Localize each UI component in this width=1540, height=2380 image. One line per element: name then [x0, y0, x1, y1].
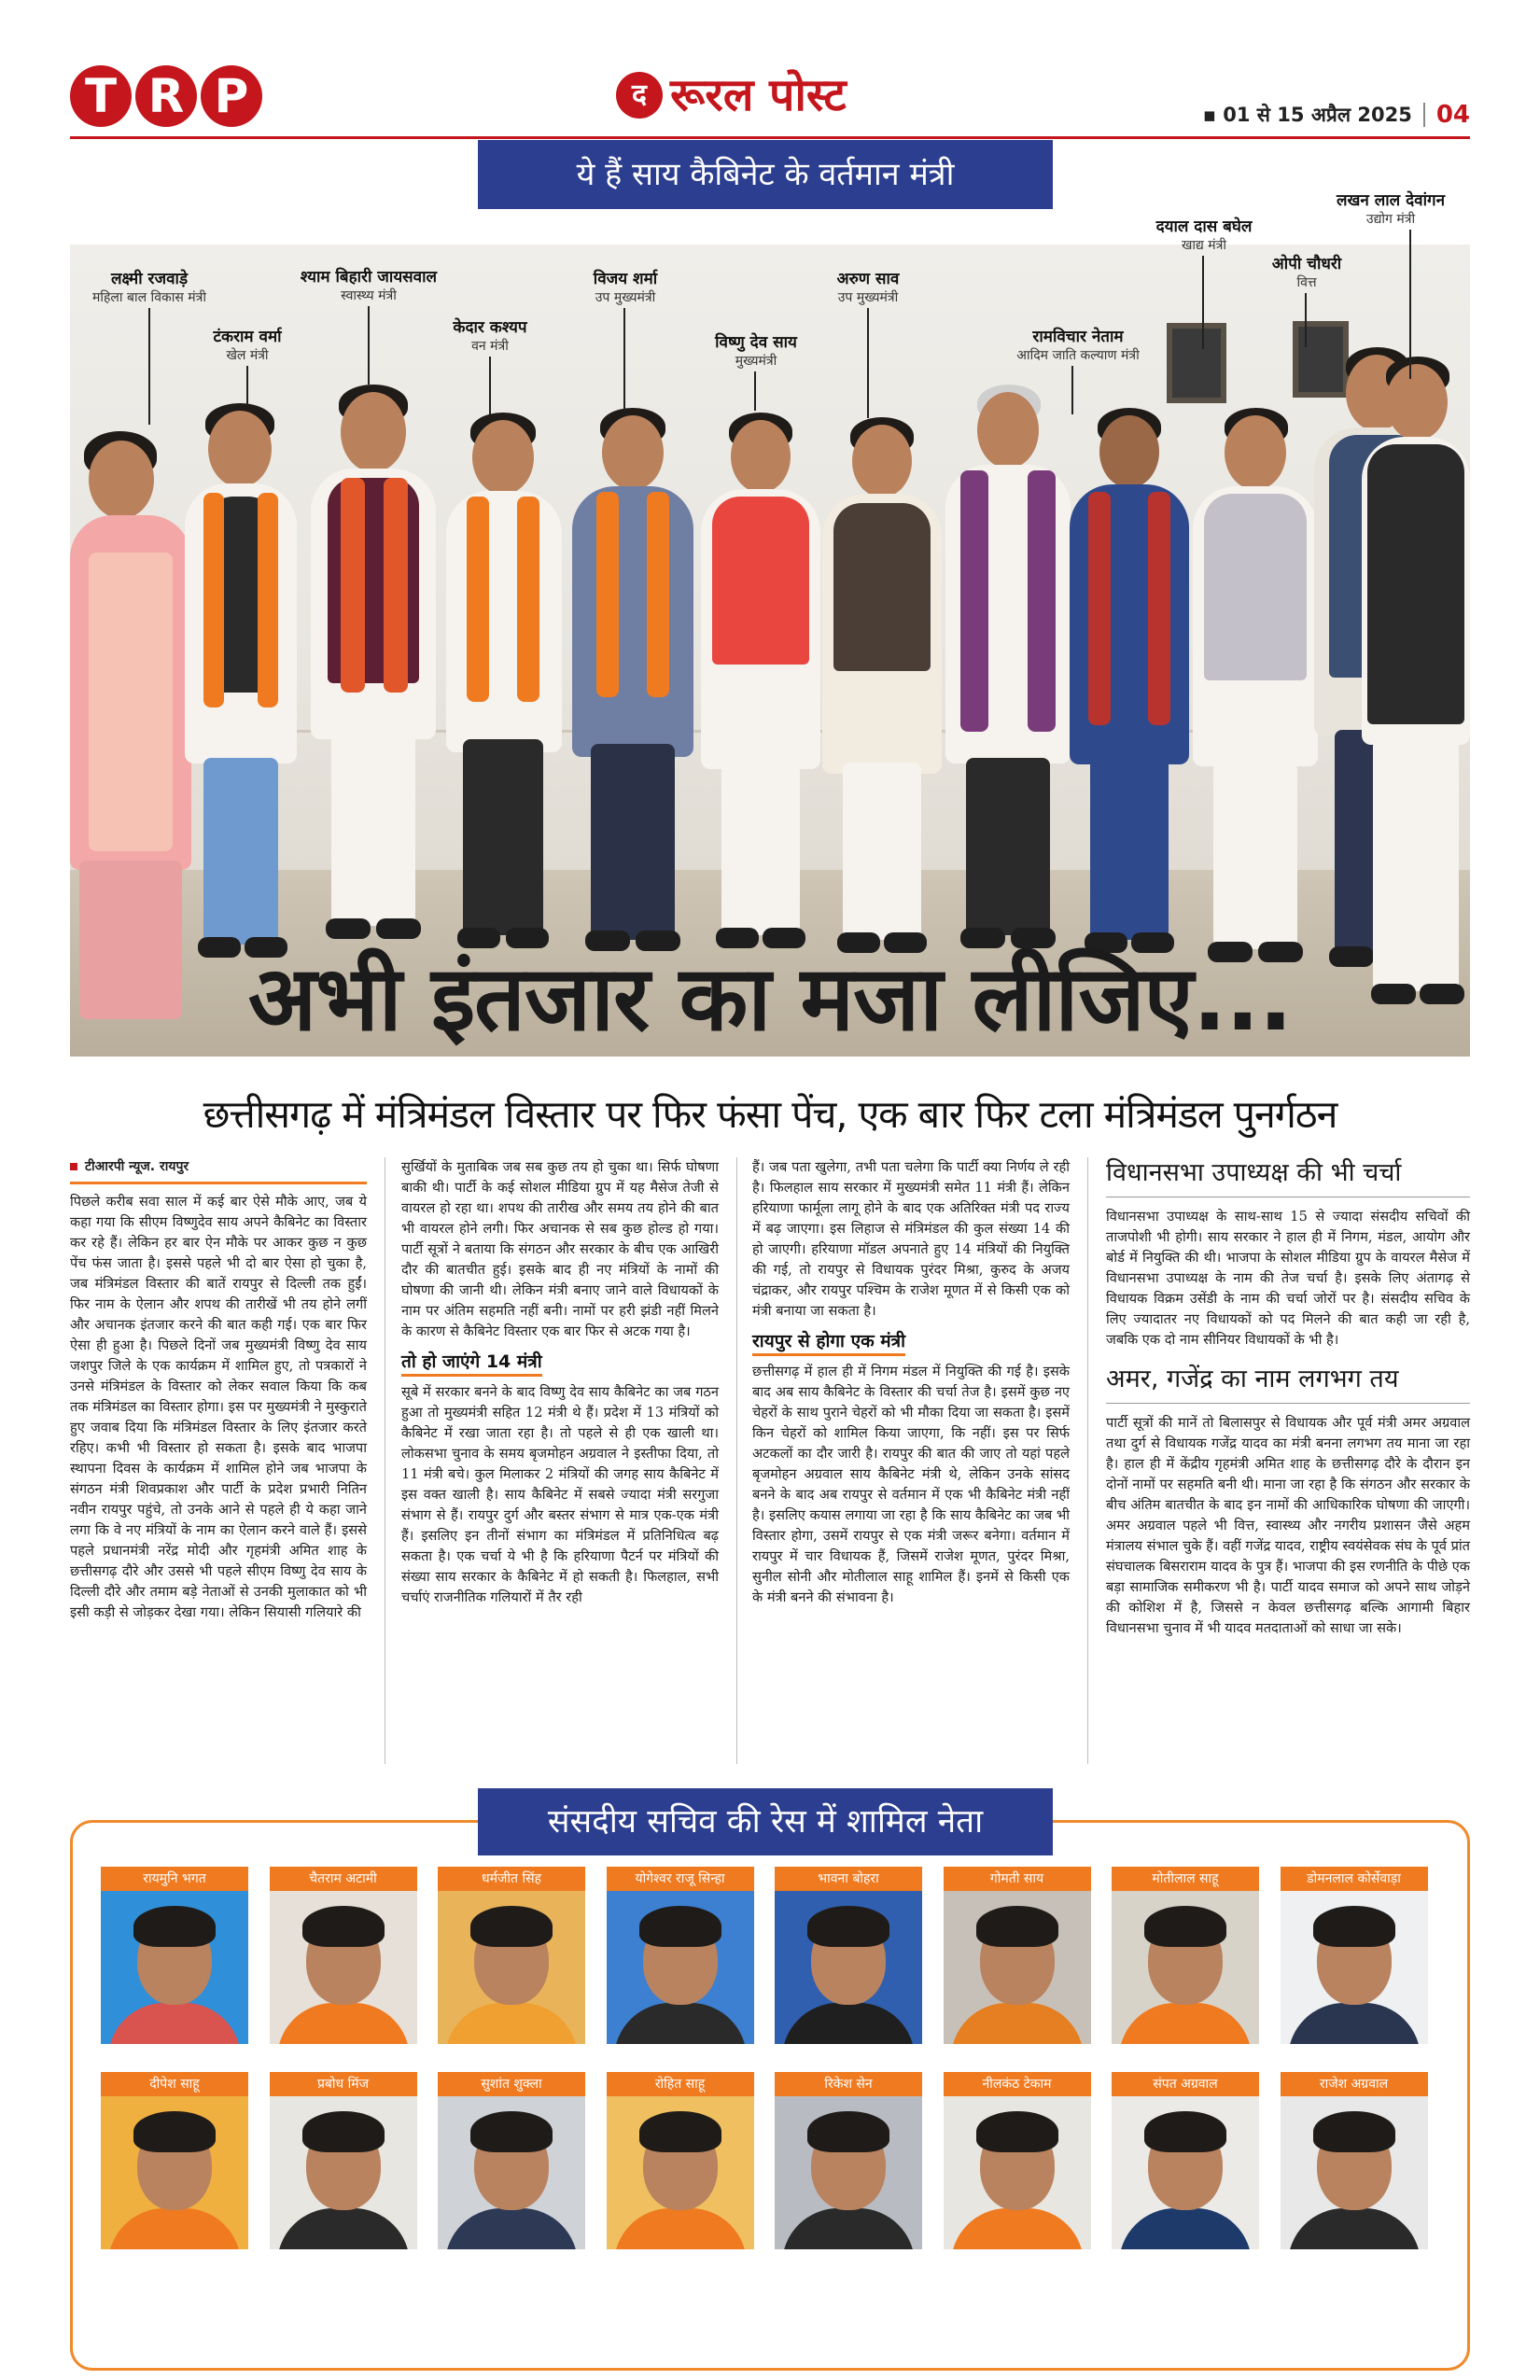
secretary-card: [607, 2072, 754, 2249]
portrait-hair: [976, 2111, 1058, 2152]
minister-tag: दयाल दास बघेल खाद्य मंत्री: [1155, 217, 1253, 253]
secretary-name: राजेश अग्रवाल: [1281, 2072, 1428, 2096]
person-figure: [1064, 408, 1195, 977]
portrait-shoulders: [277, 2208, 410, 2249]
tag-pointer: [867, 308, 869, 418]
logo-letter-t: T: [70, 65, 132, 127]
portrait-hair: [133, 2111, 216, 2152]
secretary-card: [438, 1867, 585, 2044]
portrait-hair: [976, 1906, 1058, 1947]
portrait-hair: [1144, 2111, 1226, 2152]
secretary-photo: [944, 1891, 1091, 2044]
secretary-photo: [1281, 2096, 1428, 2249]
portrait-hair: [470, 1906, 553, 1947]
article-paragraph: सुर्खियों के मुताबिक जब सब कुछ तय हो चुका था। सिर्फ घोषणा बाकी थी। पार्टी के कई सोशल मीडिया ग्रुप में यह मैसेज तेजी से वायरल हो रहा था। शपथ की तारीख और समय तय होने की बात भी वायरल होने लगी। फिर अचानक से सब कुछ होल्ड हो गया। पार्टी सूत्रों ने बताया कि संगठन और सरकार के बीच एक आखिरी दौर की बातचीत हुई। इसके बाद ही नए मंत्रियों के नामों की घोषणा की जानी थी। लेकिन मंत्री बनाए जाने वाले विधायकों के नाम पर अंतिम सहमति नहीं बनी। नामों पर हरी झंडी नहीं मिलने के कारण से कैबिनेट विस्तार एक बार फिर से अटक गया है।: [401, 1159, 719, 1339]
masthead: [70, 58, 1470, 142]
secretary-card: [775, 1867, 922, 2044]
secretary-photo: [270, 2096, 417, 2249]
article-column-3: [752, 1157, 1070, 1608]
secretary-card: [101, 1867, 248, 2044]
tag-pointer: [489, 357, 491, 414]
secretary-name: धर्मजीत सिंह: [438, 1867, 585, 1891]
secretary-card: [944, 2072, 1091, 2249]
portrait-hair: [1313, 1906, 1395, 1947]
person-figure: [439, 413, 569, 973]
article-paragraph: सूबे में सरकार बनने के बाद विष्णु देव साय कैबिनेट का जब गठन हुआ तो मुख्यमंत्री सहित 12 मंत्री थे हैं। प्रदेश में 13 मंत्रियों को कैबिनेट में रखा जाता रहा है। तो पहले से ही एक खाली था। लोकसभा चुनाव के समय बृजमोहन अग्रवाल ने इस्तीफा दिया, तो 11 मंत्री बचे। कुल मिलाकर 2 मंत्रियों की जगह साय कैबिनेट में इस वक्त खाली है। साय कैबिनेट में सबसे ज्यादा मंत्री सरगुजा संभाग से हैं। रायपुर दुर्ग और बस्तर संभाग से मात्र एक-एक मंत्री हैं। इसलिए इन तीनों संभाग का मंत्रिमंडल में प्रतिनिधित्व बढ़ सकता है। एक चर्चा ये भी है कि हरियाणा पैटर्न पर मंत्रियों की संख्या साय सरकार के कैबिनेट में हो सकती है। फिलहाल, सभी चर्चाएं राजनीतिक गलियारों में तैर रही: [401, 1384, 719, 1605]
person-figure: [817, 417, 947, 977]
sidebar-heading: अमर, गजेंद्र का नाम लगभग तय: [1106, 1362, 1470, 1404]
person-figure: [938, 385, 1078, 973]
person-figure: [1185, 408, 1325, 987]
person-figure: [177, 403, 308, 982]
section-heading: रायपुर से होगा एक मंत्री: [752, 1329, 905, 1356]
secretary-name: चैतराम अटामी: [270, 1867, 417, 1891]
portrait-hair: [807, 2111, 889, 2152]
secretary-photo: [438, 2096, 585, 2249]
tag-pointer: [1202, 256, 1204, 349]
secretary-name: रायमुनि भगत: [101, 1867, 248, 1891]
secretary-card: [270, 1867, 417, 2044]
portrait-shoulders: [277, 2003, 410, 2044]
brand: [616, 67, 847, 123]
minister-tag: लक्ष्मी रजवाड़े महिला बाल विकास मंत्री: [92, 270, 206, 305]
article-paragraph: पिछले करीब सवा साल में कई बार ऐसे मौके आए, जब ये कहा गया कि सीएम विष्णुदेव साय अपने कैबिनेट का विस्तार कर रहे हैं। लेकिन हर बार ऐन मौके पर आकर कुछ न कुछ पेंच फंस जाता है। इससे पहले भी दो बार ऐसा हो चुका है, जब मंत्रिमंडल विस्तार की बातें रायपुर से दिल्ली तक हुईं। फिर नाम के ऐलान और शपथ की तारीखें भी तय होने लगीं और अचानक इंतजार करने की बात कही गई। एक बार फिर ऐसा ही हुआ है। पिछले दिनों जब मुख्यमंत्री विष्णु देव साय जशपुर जिले के एक कार्यक्रम में शामिल हुए, तो पत्रकारों ने उनसे मंत्रिमंडल के विस्तार को लेकर सवाल किया कि कब तक मंत्रिमंडल का विस्तार होगा। इस पर मुख्यमंत्री ने मुस्कुराते हुए जवाब दिया कि मंत्रिमंडल विस्तार के लिए इंतजार करते रहिए। कभी भी विस्तार हो सकता है। इसके बाद भाजपा स्थापना दिवस के कार्यक्रम में शामिल होने जब भाजपा के संगठन मंत्री शिवप्रकाश और पार्टी के प्रदेश प्रभारी नितिन नवीन रायपुर पहुंचे, तो उनके आने से पहले ही ये कहा जाने लगा कि वे नए मंत्रियों के नाम का ऐलान करने वाले हैं। इससे पहले प्रधानमंत्री नरेंद्र मोदी और गृहमंत्री अमित शाह के छत्तीसगढ़ दौरे और उससे भी पहले सीएम विष्णु देव साय के दिल्ली दौरे और तमाम बड़े नेताओं से उनकी मुलाकात को भी इसी कड़ी से जोड़कर देखा गया। लेकिन सियासी गलियारे की: [70, 1194, 367, 1620]
page-number: 04: [1435, 101, 1470, 129]
minister-tag: लखन लाल देवांगन उद्योग मंत्री: [1336, 191, 1446, 227]
portrait-shoulders: [614, 2003, 747, 2044]
secretaries-banner: संसदीय सचिव की रेस में शामिल नेता: [478, 1788, 1053, 1855]
secretary-card: [775, 2072, 922, 2249]
brand-name: रूरल पोस्ट: [670, 69, 847, 121]
person-figure: [695, 413, 826, 973]
secretary-card: [1112, 1867, 1259, 2044]
article-column-2: [401, 1157, 719, 1608]
portrait-shoulders: [445, 2003, 578, 2044]
secretary-photo: [1112, 1891, 1259, 2044]
portrait-shoulders: [1119, 2208, 1252, 2249]
column-divider: [1087, 1157, 1088, 1764]
tag-pointer: [754, 371, 756, 411]
secretary-photo: [607, 2096, 754, 2249]
portrait-hair: [133, 1906, 216, 1947]
secretary-card: [944, 1867, 1091, 2044]
trp-logo[interactable]: [70, 65, 262, 127]
masthead-rule: [70, 136, 1470, 139]
portrait-hair: [302, 1906, 385, 1947]
minister-tag: अरुण साव उप मुख्यमंत्री: [836, 270, 900, 305]
secretary-photo: [944, 2096, 1091, 2249]
portrait-hair: [470, 2111, 553, 2152]
portrait-hair: [302, 2111, 385, 2152]
secretary-name: संपत अग्रवाल: [1112, 2072, 1259, 2096]
column-divider: [736, 1157, 737, 1764]
edition-info: [1203, 103, 1470, 127]
person-figure: [1358, 357, 1470, 1029]
wall-portrait-frame: [1167, 323, 1226, 403]
portrait-shoulders: [782, 2208, 915, 2249]
person-figure: [563, 408, 703, 977]
person-figure: [303, 385, 443, 982]
byline: [70, 1157, 367, 1184]
secretary-name: योगेश्वर राजू सिन्हा: [607, 1867, 754, 1891]
portrait-shoulders: [445, 2208, 578, 2249]
secretary-photo: [607, 1891, 754, 2044]
portrait-shoulders: [108, 2003, 241, 2044]
portrait-hair: [639, 2111, 721, 2152]
secretary-photo: [775, 1891, 922, 2044]
sidebar-paragraph: विधानसभा उपाध्यक्ष के साथ-साथ 15 से ज्यादा संसदीय सचिवों की ताजपोशी भी होगी। साय सरकार ने हाल ही में निगम, मंडल, आयोग और बोर्ड में नियुक्ति की थी। भाजपा के सोशल मीडिया ग्रुप के वायरल मैसेज में विधानसभा उपाध्यक्ष के नाम की तेज चर्चा है। इसके लिए अंतागढ़ से विधायक विक्रम उसेंडी के नाम की चर्चा जोरों पर है। संसदीय सचिव के लिए ज्यादातर नए विधायकों को पद मिलने की बात कही जा रही है, जबकि एक दो नाम सीनियर विधायकों के भी है।: [1106, 1209, 1470, 1348]
logo-letter-p: P: [201, 65, 262, 127]
minister-tag: विजय शर्मा उप मुख्यमंत्री: [593, 270, 658, 305]
secretary-card: [270, 2072, 417, 2249]
article-paragraph: छत्तीसगढ़ में हाल ही में निगम मंडल में नियुक्ति की गई है। इसके बाद अब साय कैबिनेट के विस्तार की चर्चा तेज है। इसमें कुछ नए चेहरों के साथ पुराने चेहरों को भी मौका दिया जा सकता है। इसमें किन चेहरों को शामिल किया जाएगा, कि नहीं। इस पर सिर्फ अटकलों का दौर जारी है। रायपुर की बात की जाए तो यहां पहले बृजमोहन अग्रवाल साय कैबिनेट मंत्री थे, लेकिन उनके सांसद बनने के बाद अब रायपुर से वर्तमान में एक भी कैबिनेट मंत्री नहीं है। इसलिए कयास लगाया जा रहा है कि साय कैबिनेट का जब भी विस्तार होगा, उसमें रायपुर से एक मंत्री जरूर बनेगा। वर्तमान में रायपुर में चार विधायक हैं, जिसमें राजेश मूणत, पुरंदर मिश्रा, सुनील सोनी और मोतीलाल साहू शामिल हैं। इनमें से किसी एक के मंत्री बनने की संभावना है।: [752, 1364, 1070, 1605]
edition-separator: [1423, 103, 1425, 127]
secretary-photo: [1281, 1891, 1428, 2044]
secretary-name: सुशांत शुक्ला: [438, 2072, 585, 2096]
sidebar-paragraph: पार्टी सूत्रों की मानें तो बिलासपुर से विधायक और पूर्व मंत्री अमर अग्रवाल तथा दुर्ग से विधायक गजेंद्र यादव का मंत्री बनना लगभग तय माना जा रहा है। हाल ही में केंद्रीय गृहमंत्री अमित शाह के छत्तीसगढ़ दौरे के दौरान इन दोनों नामों पर सहमति बनी थी। माना जा रहा है कि संगठन और सरकार के बीच अंतिम बातचीत के बाद इन नामों की आधिकारिक घोषणा की जाएगी। अमर अग्रवाल पहले भी वित्त, स्वास्थ्य और नगरीय प्रशासन जैसे अहम मंत्रालय संभाल चुके हैं। वहीं गजेंद्र यादव, राष्ट्रीय स्वयंसेवक संघ के पूर्व प्रांत संघचालक बिसराराम यादव के पुत्र हैं। भाजपा की इस रणनीति के पीछे एक बड़ा सामाजिक समीकरण भी है। पार्टी यादव समाज को अपने साथ जोड़ने की कोशिश में है, जिससे न केवल छत्तीसगढ़ बल्कि आगामी बिहार विधानसभा चुनाव में भी यादव मतदाताओं को साधा जा सके।: [1106, 1415, 1470, 1636]
secretary-photo: [438, 1891, 585, 2044]
secretary-card: [1281, 1867, 1428, 2044]
article-column-1: [70, 1157, 367, 1623]
minister-tag: रामविचार नेताम आदिम जाति कल्याण मंत्री: [1016, 328, 1140, 363]
portrait-shoulders: [1119, 2003, 1252, 2044]
secretary-card: [1281, 2072, 1428, 2249]
secretary-name: गोमती साय: [944, 1867, 1091, 1891]
secretary-photo: [775, 2096, 922, 2249]
secretary-photo: [1112, 2096, 1259, 2249]
secretary-photo: [101, 2096, 248, 2249]
secretary-name: डोमनलाल कोर्सेवाड़ा: [1281, 1867, 1428, 1891]
secretary-card: [1112, 2072, 1259, 2249]
secretary-card: [607, 1867, 754, 2044]
minister-tag: टंकराम वर्मा खेल मंत्री: [213, 328, 282, 363]
tag-pointer: [1071, 366, 1073, 414]
tag-pointer: [368, 306, 370, 385]
portrait-shoulders: [614, 2208, 747, 2249]
sub-headline: छत्तीसगढ़ में मंत्रिमंडल विस्तार पर फिर फंसा पेंच, एक बार फिर टला मंत्रिमंडल पुनर्गठन: [203, 1092, 1337, 1137]
byline-text: टीआरपी न्यूज. रायपुर: [85, 1159, 189, 1174]
portrait-hair: [807, 1906, 889, 1947]
portrait-shoulders: [782, 2003, 915, 2044]
secretary-photo: [101, 1891, 248, 2044]
logo-letter-r: R: [135, 65, 197, 127]
tag-pointer: [623, 308, 625, 411]
secretary-name: मोतीलाल साहू: [1112, 1867, 1259, 1891]
secretary-name: नीलकंठ टेकाम: [944, 2072, 1091, 2096]
portrait-hair: [1313, 2111, 1395, 2152]
minister-tag: केदार कश्यप वन मंत्री: [453, 318, 527, 354]
section-heading: तो हो जाएंगे 14 मंत्री: [401, 1350, 542, 1377]
secretary-name: दीपेश साहू: [101, 2072, 248, 2096]
secretary-name: प्रबोध मिंज: [270, 2072, 417, 2096]
portrait-hair: [1144, 1906, 1226, 1947]
secretary-card: [438, 2072, 585, 2249]
minister-tag: ओपी चौधरी वित्त: [1271, 255, 1342, 290]
portrait-shoulders: [951, 2003, 1084, 2044]
portrait-shoulders: [108, 2208, 241, 2249]
tag-pointer: [1409, 230, 1411, 379]
cabinet-banner: ये हैं साय कैबिनेट के वर्तमान मंत्री: [478, 140, 1053, 209]
portrait-shoulders: [1288, 2208, 1421, 2249]
secretary-name: भावना बोहरा: [775, 1867, 922, 1891]
secretary-name: रिकेश सेन: [775, 2072, 922, 2096]
main-headline: अभी इंतजार का मजा लीजिए...: [247, 946, 1293, 1051]
portrait-hair: [639, 1906, 721, 1947]
brand-mark-icon: द: [616, 72, 663, 119]
minister-tag: श्याम बिहारी जायसवाल स्वास्थ्य मंत्री: [300, 268, 438, 303]
secretary-card: [101, 2072, 248, 2249]
secretary-name: रोहित साहू: [607, 2072, 754, 2096]
minister-tag: विष्णु देव साय मुख्यमंत्री: [715, 333, 797, 369]
portrait-shoulders: [1288, 2003, 1421, 2044]
portrait-shoulders: [951, 2208, 1084, 2249]
article-paragraph: हैं। जब पता खुलेगा, तभी पता चलेगा कि पार्टी क्या निर्णय ले रही है। फिलहाल साय सरकार में मुख्यमंत्री समेत 11 मंत्री हैं। लेकिन हरियाणा फार्मूला लागू होने के बाद एक अतिरिक्त मंत्री पद राज्य में बढ़ जाएगा। इस लिहाज से मंत्रिमंडल की कुल संख्या 14 की हो जाएगी। हरियाणा मॉडल अपनाते हुए 14 मंत्रियों की नियुक्ति की गई, तो रायपुर से विधायक पुरंदर मिश्रा, कुरुद के अजय चंद्राकर, और रायपुर पश्चिम के राजेश मूणत में से किसी एक को मंत्री बनाया जा सकता है।: [752, 1159, 1070, 1319]
tag-pointer: [1305, 293, 1307, 347]
bullet-square-icon: [70, 1163, 77, 1170]
tag-pointer: [148, 308, 150, 425]
tag-pointer: [246, 366, 248, 405]
sidebar-heading: विधानसभा उपाध्यक्ष की भी चर्चा: [1106, 1155, 1470, 1197]
edition-dates: ▪ 01 से 15 अप्रैल 2025: [1202, 104, 1412, 126]
secretary-photo: [270, 1891, 417, 2044]
sidebar-box: [1106, 1155, 1470, 1771]
